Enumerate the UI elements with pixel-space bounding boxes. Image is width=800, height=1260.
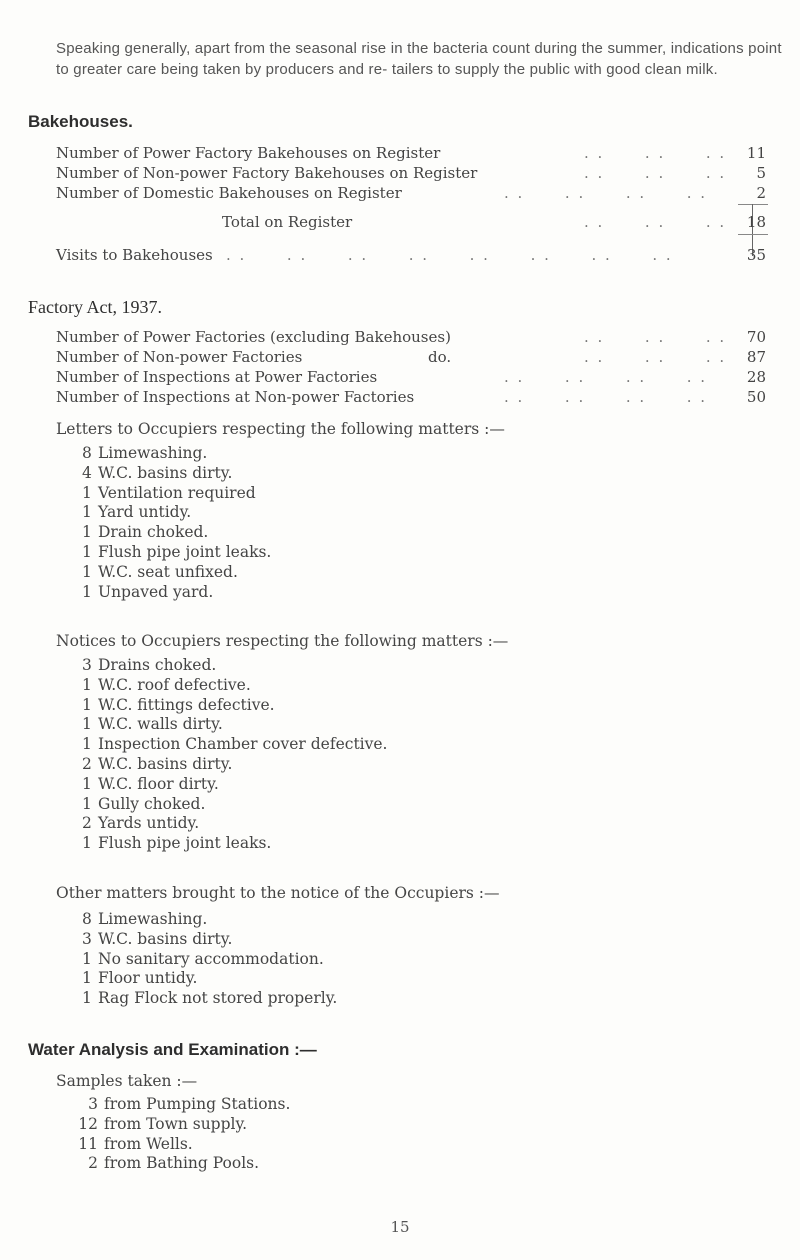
bakehouse-row	[56, 163, 766, 183]
factory-heading: Factory Act, 1937.	[28, 297, 162, 317]
factory-row	[56, 327, 766, 347]
visits-label: Visits to Bakehouses	[56, 246, 213, 264]
list-item: 1 Ventilation required	[82, 483, 256, 502]
leader-dots: . . . . . . . .	[504, 368, 708, 386]
list-item: 1 Inspection Chamber cover defective.	[82, 735, 388, 754]
leader-dots: . . . . . .	[584, 164, 727, 182]
page-number: 15	[390, 1218, 410, 1236]
leader-dots: . . . . . .	[584, 348, 727, 366]
leader-dots: . . . . . . . .	[504, 388, 708, 406]
row-label: Number of Non-power Factories	[56, 348, 303, 366]
water-heading: Water Analysis and Examination :—	[28, 1040, 317, 1059]
total-value: 18	[746, 213, 766, 231]
bakehouse-total-row	[56, 212, 766, 232]
letters-list	[82, 444, 271, 602]
list-item: 1 Gully choked.	[82, 794, 206, 813]
samples-list	[74, 1095, 290, 1174]
list-item: 1 Rag Flock not stored properly.	[82, 989, 338, 1008]
row-label: Number of Inspections at Non-power Factories	[56, 388, 415, 406]
notices-list	[82, 656, 387, 854]
intro-paragraph: Speaking generally, apart from the seasonal rise in the bacteria count during the summer, indications point to greater care being taken by producers and re- tailers to supply the public with good clean milk.	[56, 40, 782, 78]
letters-intro: Letters to Occupiers respecting the following matters :—	[56, 420, 505, 438]
leader-dots: . . . . . . . . . . . . . . . .	[226, 246, 673, 264]
list-item: 8 Limewashing.	[82, 910, 208, 928]
row-label: Number of Non-power Factory Bakehouses on Register	[56, 164, 478, 182]
visits-value: 35	[746, 246, 766, 264]
factory-row	[56, 367, 766, 387]
ditto-mark: do.	[428, 348, 452, 366]
row-value: 70	[746, 328, 766, 346]
list-item: 1 Floor untidy.	[82, 969, 198, 988]
leader-dots: . . . . . .	[584, 144, 727, 162]
list-item: 1 Flush pipe joint leaks.	[82, 834, 272, 853]
list-item: 2 Yards untidy.	[82, 814, 200, 833]
list-item: 1 Yard untidy.	[82, 503, 192, 522]
notices-intro: Notices to Occupiers respecting the following matters :—	[56, 632, 509, 650]
list-item: 1 Drain choked.	[82, 523, 209, 542]
list-item: 1 Unpaved yard.	[82, 582, 214, 601]
bakehouses-heading: Bakehouses.	[28, 112, 133, 131]
list-item: 1 W.C. floor dirty.	[82, 774, 219, 793]
list-item: 2 from Bathing Pools.	[88, 1154, 260, 1173]
factory-row	[56, 387, 766, 407]
list-item: 2 W.C. basins dirty.	[82, 754, 233, 773]
total-label: Total on Register	[222, 213, 353, 231]
factory-row	[56, 347, 766, 367]
row-value: 28	[746, 368, 766, 386]
visits-row	[56, 245, 766, 265]
leader-dots: . . . . . . . .	[504, 184, 708, 202]
leader-dots: . . . . . .	[584, 328, 727, 346]
samples-label: Samples taken :—	[56, 1072, 198, 1090]
row-label: Number of Domestic Bakehouses on Register	[56, 184, 402, 202]
list-item: 3 Drains choked.	[82, 656, 217, 674]
row-value: 5	[756, 164, 766, 182]
list-item: 1 Flush pipe joint leaks.	[82, 542, 272, 561]
row-value: 87	[746, 348, 766, 366]
list-item: 11 from Wells.	[78, 1134, 193, 1153]
list-item: 3 from Pumping Stations.	[88, 1095, 291, 1113]
list-item: 1 No sanitary accommodation.	[82, 949, 324, 968]
list-item: 8 Limewashing.	[82, 444, 208, 462]
row-label: Number of Power Factories (excluding Bakehouses)	[56, 328, 451, 346]
row-label: Number of Power Factory Bakehouses on Register	[56, 144, 441, 162]
row-value: 11	[746, 144, 766, 162]
list-item: 1 W.C. roof defective.	[82, 675, 251, 694]
bakehouse-row	[56, 143, 766, 163]
list-item: 1 W.C. fittings defective.	[82, 695, 275, 714]
leader-dots: . . . . . .	[584, 213, 727, 231]
list-item: 1 W.C. seat unfixed.	[82, 562, 238, 581]
list-item: 3 W.C. basins dirty.	[82, 929, 233, 948]
sum-rule	[738, 234, 768, 235]
other-list	[82, 910, 337, 1009]
row-label: Number of Inspections at Power Factories	[56, 368, 378, 386]
row-value: 2	[756, 184, 766, 202]
row-value: 50	[746, 388, 766, 406]
sum-rule	[738, 204, 768, 205]
list-item: 4 W.C. basins dirty.	[82, 463, 233, 482]
bakehouse-row	[56, 183, 766, 203]
list-item: 1 W.C. walls dirty.	[82, 715, 223, 734]
list-item: 12 from Town supply.	[78, 1114, 248, 1133]
other-intro: Other matters brought to the notice of the Occupiers :—	[56, 884, 500, 902]
